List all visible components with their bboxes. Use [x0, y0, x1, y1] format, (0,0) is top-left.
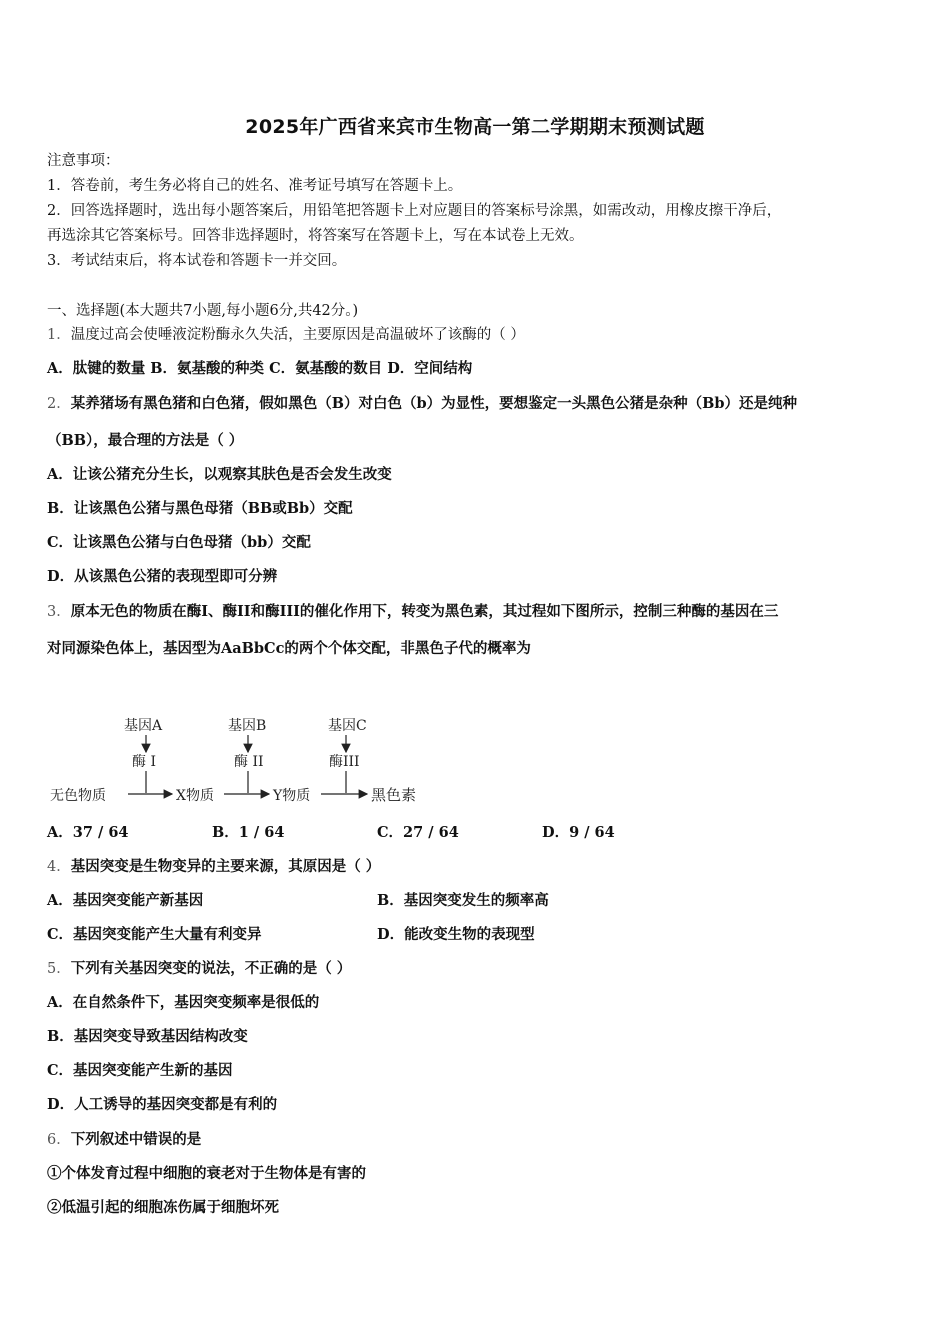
notice-item-2-cont: 再选涂其它答案标号。回答非选择题时，将答案写在答题卡上，写在本试卷上无效。	[47, 228, 584, 244]
enzyme-1-label: 酶 I	[132, 754, 156, 770]
question-number: 4．	[47, 859, 71, 875]
question-3	[47, 602, 778, 622]
notice-item-2: 2．回答选择题时，选出每小题答案后，用铅笔把答题卡上对应题目的答案标号涂黑，如需改动，用橡皮擦干净后，	[47, 203, 782, 219]
option-d: D．9 / 64	[542, 824, 615, 841]
question-2	[47, 394, 797, 414]
substance-colorless: 无色物质	[50, 788, 106, 804]
section-heading: 一、选择题(本大题共7小题,每小题6分,共42分。)	[47, 303, 359, 319]
substance-x: X物质	[176, 788, 214, 804]
enzyme-2-label: 酶 II	[234, 754, 264, 770]
question-5	[47, 959, 351, 979]
option-c: C．27 / 64	[377, 824, 459, 841]
enzyme-3-label: 酶III	[329, 754, 360, 770]
option-a: A．37 / 64	[47, 824, 129, 841]
gene-c-label: 基因C	[328, 718, 367, 734]
question-4	[47, 857, 380, 877]
question-stem: 温度过高会使唾液淀粉酶永久失活，主要原因是高温破坏了该酶的（ ）	[70, 327, 525, 343]
option-a: A．在自然条件下，基因突变频率是很低的	[47, 994, 320, 1011]
question-number: 3．	[47, 604, 71, 620]
question-1-options: A．肽键的数量 B．氨基酸的种类 C．氨基酸的数目 D．空间结构	[47, 360, 473, 377]
substance-y: Y物质	[273, 788, 311, 804]
question-number: 1．	[47, 327, 71, 343]
question-1	[47, 325, 525, 345]
option-b: B．让该黑色公猪与黑色母猪（BB或Bb）交配	[47, 500, 353, 517]
option-d: D．能改变生物的表现型	[377, 926, 535, 943]
question-stem: 基因突变是生物变异的主要来源，其原因是（ ）	[70, 858, 381, 875]
question-number: 6．	[47, 1132, 71, 1148]
question-stem: 下列有关基因突变的说法，不正确的是（ ）	[70, 960, 352, 977]
option-d: D．人工诱导的基因突变都是有利的	[47, 1096, 278, 1113]
option-c: C．让该黑色公猪与白色母猪（bb）交配	[47, 534, 311, 551]
option-c: C．基因突变能产生新的基因	[47, 1062, 233, 1079]
option-c: C．基因突变能产生大量有利变异	[47, 926, 262, 943]
notice-heading: 注意事项：	[47, 153, 120, 169]
page-title: 2025年广西省来宾市生物高一第二学期期末预测试题	[245, 116, 705, 138]
question-stem: 原本无色的物质在酶Ⅰ、酶II和酶III的催化作用下，转变为黑色素，其过程如下图所示，控制三种酶的基因在三	[70, 603, 779, 620]
option-a: A．让该公猪充分生长，以观察其肤色是否会发生改变	[47, 466, 392, 483]
option-a: A．基因突变能产新基因	[47, 892, 204, 909]
statement-2: ②低温引起的细胞冻伤属于细胞坏死	[47, 1199, 279, 1216]
question-stem: 某养猪场有黑色猪和白色猪，假如黑色（B）对白色（b）为显性，要想鉴定一头黑色公猪是杂种（Bb）还是纯种	[70, 395, 798, 412]
metabolic-pathway-diagram	[46, 708, 446, 808]
notice-item-3: 3．考试结束后，将本试卷和答题卡一并交回。	[47, 253, 347, 269]
option-b: B．基因突变发生的频率高	[377, 892, 549, 909]
option-b: B．基因突变导致基因结构改变	[47, 1028, 248, 1045]
substance-melanin: 黑色素	[371, 786, 417, 804]
question-3-stem-cont: 对同源染色体上，基因型为AaBbCc的两个个体交配，非黑色子代的概率为	[47, 640, 531, 657]
notice-item-1: 1．答卷前，考生务必将自己的姓名、准考证号填写在答题卡上。	[47, 178, 463, 194]
question-6	[47, 1130, 201, 1150]
gene-b-label: 基因B	[228, 718, 267, 734]
gene-a-label: 基因A	[124, 718, 163, 734]
option-b: B．1 / 64	[212, 824, 285, 841]
option-d: D．从该黑色公猪的表现型即可分辨	[47, 568, 278, 585]
question-number: 2．	[47, 396, 71, 412]
question-number: 5．	[47, 961, 71, 977]
statement-1: ①个体发育过程中细胞的衰老对于生物体是有害的	[47, 1165, 366, 1182]
question-2-stem-cont: （BB），最合理的方法是（ ）	[47, 432, 244, 449]
question-stem: 下列叙述中错误的是	[70, 1131, 202, 1148]
